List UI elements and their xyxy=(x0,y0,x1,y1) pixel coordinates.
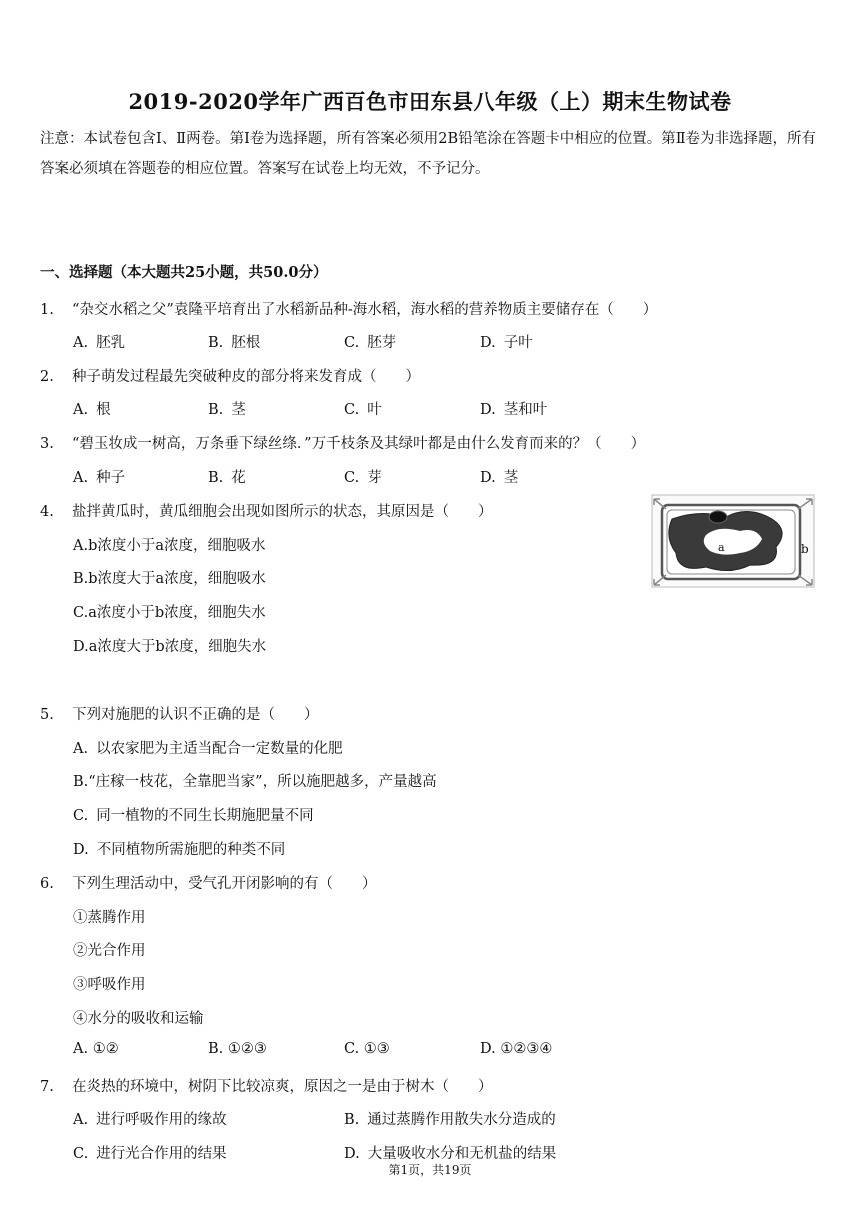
option-2b: B. 茎 xyxy=(208,402,246,418)
option-3b: B. 花 xyxy=(208,470,246,486)
option-7c: C. 进行光合作用的结果 xyxy=(73,1146,227,1162)
question-4: 4. 盐拌黄瓜时，黄瓜细胞会出现如图所示的状态，其原因是（ ） xyxy=(40,504,493,520)
statement-item: ②光合作用 xyxy=(73,943,146,959)
option-4b: B.b浓度大于a浓度，细胞吸水 xyxy=(73,571,266,587)
statement-item: ③呼吸作用 xyxy=(73,977,146,993)
option-2a: A. 根 xyxy=(73,402,111,418)
option-4c: C.a浓度小于b浓度，细胞失水 xyxy=(73,605,266,621)
question-text: 盐拌黄瓜时，黄瓜细胞会出现如图所示的状态，其原因是（ ） xyxy=(72,504,493,520)
option-1d: D. 子叶 xyxy=(480,335,533,351)
option-6d: D. ①②③④ xyxy=(480,1041,553,1057)
section-heading: 一、选择题（本大题共25小题，共50.0分） xyxy=(40,264,328,281)
question-text: 在炎热的环境中，树阴下比较凉爽，原因之一是由于树木（ ） xyxy=(72,1079,493,1095)
option-1b: B. 胚根 xyxy=(208,335,261,351)
option-1c: C. 胚芽 xyxy=(344,335,397,351)
option-3a: A. 种子 xyxy=(73,470,126,486)
option-5d: D. 不同植物所需施肥的种类不同 xyxy=(73,842,286,858)
option-2c: C. 叶 xyxy=(344,402,382,418)
question-5: 5. 下列对施肥的认识不正确的是（ ） xyxy=(40,707,319,723)
label-a: a xyxy=(718,541,725,554)
option-6b: B. ①②③ xyxy=(208,1041,267,1057)
option-6a: A. ①② xyxy=(73,1041,119,1057)
statement-item: ④水分的吸收和运输 xyxy=(73,1011,204,1027)
option-4a: A.b浓度小于a浓度，细胞吸水 xyxy=(73,538,266,554)
question-6: 6. 下列生理活动中，受气孔开闭影响的有（ ） xyxy=(40,876,377,892)
exam-instructions: 注意：本试卷包含Ⅰ、Ⅱ两卷。第Ⅰ卷为选择题，所有答案必须用2B铅笔涂在答题卡中相应的位置。第Ⅱ卷为非选择题，所有答案必须填在答题卷的相应位置。答案写在试卷上均无效，不予记分。 xyxy=(40,131,817,177)
question-number: 1. xyxy=(40,302,54,318)
question-text: 下列对施肥的认识不正确的是（ ） xyxy=(72,707,319,723)
question-1 xyxy=(40,298,657,319)
question-text: 下列生理活动中，受气孔开闭影响的有（ ） xyxy=(72,876,377,892)
question-3: 3. “碧玉妆成一树高，万条垂下绿丝绦．”万千枝条及其绿叶都是由什么发育而来的？（ ） xyxy=(40,436,646,452)
page-footer: 第1页，共19页 xyxy=(388,1163,472,1177)
question-7: 7. 在炎热的环境中，树阴下比较凉爽，原因之一是由于树木（ ） xyxy=(40,1079,493,1095)
option-6c: C. ①③ xyxy=(344,1041,390,1057)
option-3d: D. 茎 xyxy=(480,470,519,486)
option-1a: A. 胚乳 xyxy=(73,335,126,351)
question-text: 种子萌发过程最先突破种皮的部分将来发育成（ ） xyxy=(72,369,420,385)
option-7a: A. 进行呼吸作用的缘故 xyxy=(73,1112,227,1128)
option-5a: A. 以农家肥为主适当配合一定数量的化肥 xyxy=(73,741,343,757)
option-3c: C. 芽 xyxy=(344,470,382,486)
question-2: 2. 种子萌发过程最先突破种皮的部分将来发育成（ ） xyxy=(40,369,420,385)
question-text: “杂交水稻之父”袁隆平培育出了水稻新品种-海水稻，海水稻的营养物质主要储存在（ ） xyxy=(72,302,658,318)
question-text: “碧玉妆成一树高，万条垂下绿丝绦．”万千枝条及其绿叶都是由什么发育而来的？（ ） xyxy=(72,436,646,452)
option-5c: C. 同一植物的不同生长期施肥量不同 xyxy=(73,808,314,824)
option-2d: D. 茎和叶 xyxy=(480,402,548,418)
option-4d: D.a浓度大于b浓度，细胞失水 xyxy=(73,639,267,655)
label-b: b xyxy=(801,542,809,556)
option-7d: D. 大量吸收水分和无机盐的结果 xyxy=(344,1146,557,1162)
statement-item: ①蒸腾作用 xyxy=(73,910,146,926)
option-5b: B.“庄稼一枝花，全靠肥当家”，所以施肥越多，产量越高 xyxy=(73,774,437,790)
page-title: 2019-2020学年广西百色市田东县八年级（上）期末生物试卷 xyxy=(128,89,732,114)
option-7b: B. 通过蒸腾作用散失水分造成的 xyxy=(344,1112,556,1128)
plant-cell-plasmolysis-figure xyxy=(648,491,818,591)
